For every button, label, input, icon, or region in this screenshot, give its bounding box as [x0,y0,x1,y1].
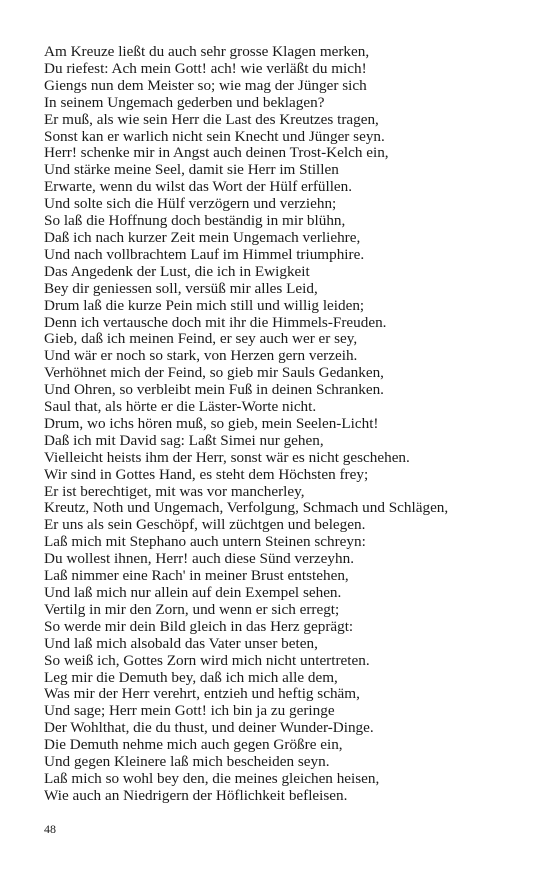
poem-line: Der Wohlthat, die du thust, und deiner Wunder-Dinge. [44,719,374,737]
poem-line: Gieb, daß ich meinen Feind, er sey auch wer er sey, [44,330,358,348]
poem-line: Und Ohren, so verbleibt mein Fuß in deinen Schranken. [44,381,384,399]
poem-line: In seinem Ungemach gederben und beklagen? [44,93,325,111]
poem-line: Laß nimmer eine Rach' in meiner Brust entstehen, [44,567,349,585]
poem-line: Wir sind in Gottes Hand, es steht dem Höchsten frey; [44,465,369,483]
poem-line: Laß mich so wohl bey den, die meines gleichen heisen, [44,769,380,787]
poem-line: Drum, wo ichs hören muß, so gieb, mein Seelen-Licht! [44,414,379,432]
poem-line: Du riefest: Ach mein Gott! ach! wie verläßt du mich! [44,59,367,77]
poem-line: Saul that, als hörte er die Läster-Worte nicht. [44,398,317,416]
poem-line: Drum laß die kurze Pein mich still und willig leiden; [44,296,365,314]
poem-line: Herr! schenke mir in Angst auch deinen Trost-Kelch ein, [44,144,389,162]
poem-line: Und sage; Herr mein Gott! ich bin ja zu geringe [44,702,335,720]
poem-line: Und stärke meine Seel, damit sie Herr im Stillen [44,161,339,179]
poem-line: Und wär er noch so stark, von Herzen gern verzeih. [44,347,358,365]
poem-line: Was mir der Herr verehrt, entzieh und heftig schäm, [44,685,360,703]
poem-line: Du wollest ihnen, Herr! auch diese Sünd verzeyhn. [44,550,354,568]
poem-line: Leg mir die Demuth bey, daß ich mich alle dem, [44,668,338,686]
poem-line: Er ist berechtiget, mit was vor mancherley, [44,482,305,500]
poem-line: Daß ich mit David sag: Laßt Simei nur gehen, [44,431,324,449]
poem-line: Am Kreuze ließt du auch sehr grosse Klagen merken, [44,43,370,60]
poem-line: Daß ich nach kurzer Zeit mein Ungemach verliehre, [44,228,361,246]
poem-line: Und solte sich die Hülf verzögern und verziehn; [44,195,337,213]
poem-line: Er uns als sein Geschöpf, will züchtgen und belegen. [44,516,366,534]
poem-line: Das Angedenk der Lust, die ich in Ewigkeit [44,262,310,280]
poem-line: Vertilg in mir den Zorn, und wenn er sich erregt; [44,600,340,618]
poem-line: So werde mir dein Bild gleich in das Herz geprägt: [44,617,354,635]
poem-line: Giengs nun dem Meister so; wie mag der Jünger sich [44,76,367,94]
page-number: 48 [44,822,56,836]
poem-line: Erwarte, wenn du wilst das Wort der Hülf erfüllen. [44,178,353,196]
poem-line: Und gegen Kleinere laß mich bescheiden seyn. [44,753,330,771]
poem-line: Die Demuth nehme mich auch gegen Größre ein, [44,736,343,754]
poem-line: Wie auch an Niedrigern der Höflichkeit befleisen. [44,786,348,804]
poem-line: Vielleicht heists ihm der Herr, sonst wär es nicht geschehen. [44,448,410,466]
poem-line: Verhöhnet mich der Feind, so gieb mir Sauls Gedanken, [44,364,384,382]
poem-line: Sonst kan er warlich nicht sein Knecht und Jünger seyn. [44,127,385,145]
poem-text [44,44,514,805]
poem-line: Laß mich mit Stephano auch untern Steinen schreyn: [44,533,366,551]
poem-line: Kreutz, Noth und Ungemach, Verfolgung, Schmach und Schlägen, [44,499,449,517]
poem-line: Und laß mich nur allein auf dein Exempel sehen. [44,584,342,601]
poem-line: Bey dir geniessen soll, versüß mir alles Leid, [44,279,318,297]
poem-line: So laß die Hoffnung doch beständig in mir blühn, [44,212,346,230]
poem-line: So weiß ich, Gottes Zorn wird mich nicht untertreten. [44,651,370,669]
poem-line: Denn ich vertausche doch mit ihr die Himmels-Freuden. [44,313,387,331]
poem-line: Er muß, als wie sein Herr die Last des Kreutzes tragen, [44,110,379,128]
poem-line: Und nach vollbrachtem Lauf im Himmel triumphire. [44,245,365,263]
poem-line: Und laß mich alsobald das Vater unser beten, [44,634,318,652]
